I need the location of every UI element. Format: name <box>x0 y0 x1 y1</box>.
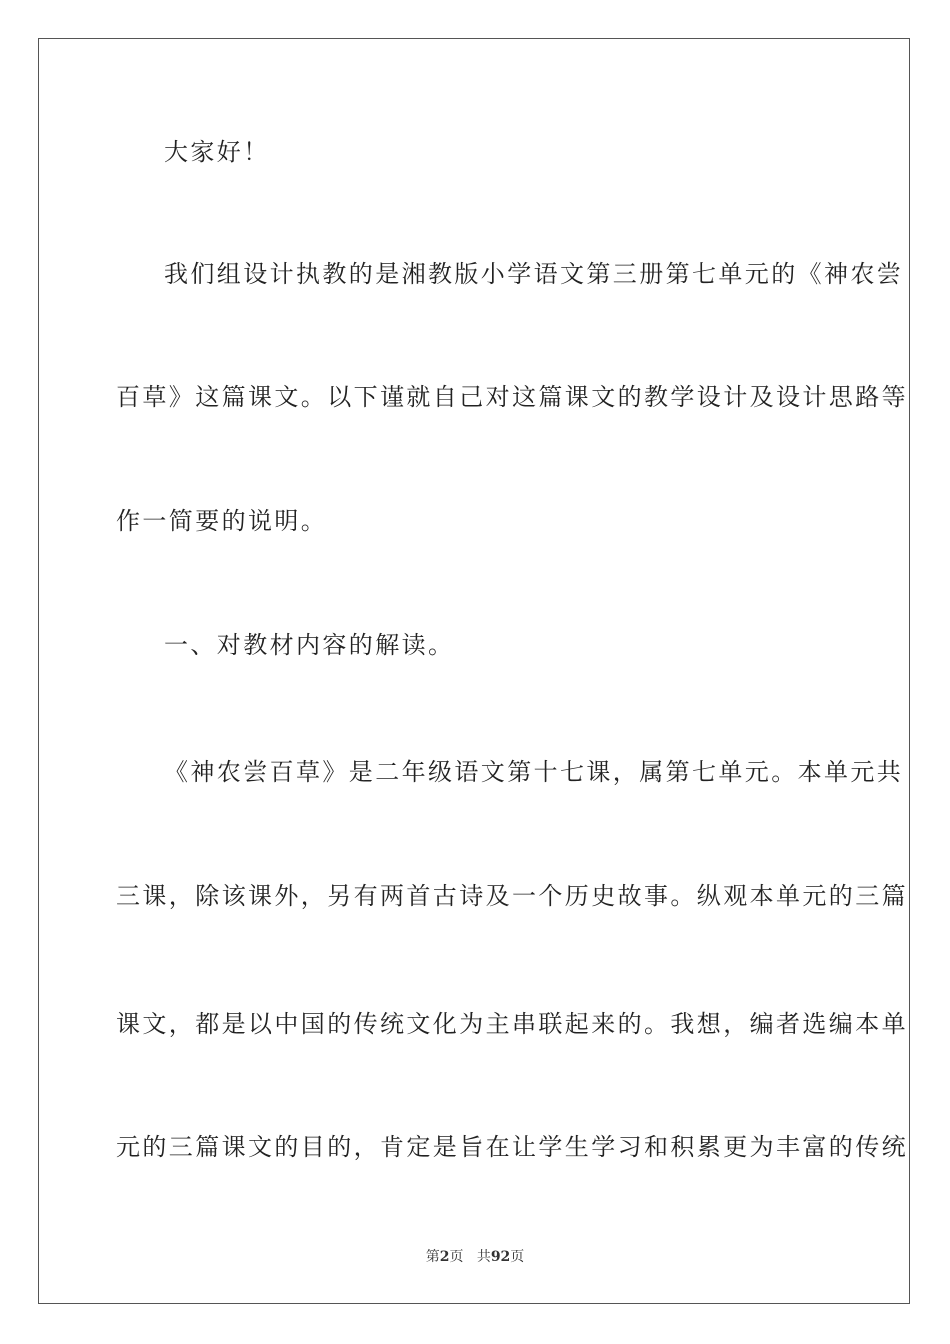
greeting-line: 大家好！ <box>164 138 270 166</box>
paragraph-2-line-2: 三课，除该课外，另有两首古诗及一个历史故事。纵观本单元的三篇 <box>116 882 908 910</box>
paragraph-1-line-3: 作一简要的说明。 <box>116 507 328 535</box>
footer-total-suffix: 页 <box>510 1249 525 1265</box>
page-footer <box>0 1247 950 1267</box>
footer-page-number: 2 <box>439 1249 450 1265</box>
footer-page-suffix: 页 <box>449 1249 464 1265</box>
paragraph-1-line-1: 我们组设计执教的是湘教版小学语文第三册第七单元的《神农尝 <box>164 260 904 288</box>
footer-total-pages: 92 <box>490 1249 511 1265</box>
page-border <box>38 38 910 1304</box>
paragraph-1-line-2: 百草》这篇课文。以下谨就自己对这篇课文的教学设计及设计思路等 <box>116 383 908 411</box>
paragraph-2-line-1: 《神农尝百草》是二年级语文第十七课，属第七单元。本单元共 <box>164 758 904 786</box>
footer-page-prefix: 第 <box>425 1249 440 1265</box>
paragraph-2-line-4: 元的三篇课文的目的，肯定是旨在让学生学习和积累更为丰富的传统 <box>116 1133 908 1161</box>
paragraph-2-line-3: 课文，都是以中国的传统文化为主串联起来的。我想，编者选编本单 <box>116 1010 908 1038</box>
section-heading-1: 一、对教材内容的解读。 <box>164 631 455 659</box>
footer-total-prefix: 共 <box>476 1249 491 1265</box>
